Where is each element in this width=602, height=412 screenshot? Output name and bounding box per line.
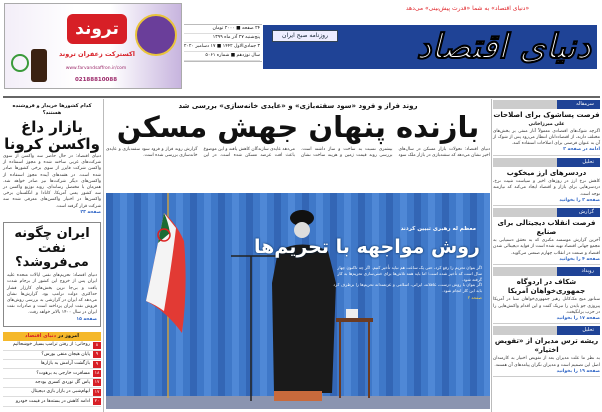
page-link[interactable]: صفحه ۲ <box>467 294 482 300</box>
curtain-fold <box>218 193 225 396</box>
page-number: ۱۷ <box>94 389 100 395</box>
lead-headline[interactable]: بازنده پنهان جهش مسکن <box>116 110 480 144</box>
curtain-fold <box>134 193 141 396</box>
list-item-text: پاس گل نوردی کسری بودجه <box>35 379 90 385</box>
story-headline[interactable]: ایران چگونه نفت می‌فروشد؟ <box>14 226 90 270</box>
ad-bottle-image <box>31 49 47 82</box>
ad-phone: 02188810088 <box>74 77 118 83</box>
story-headline[interactable]: بازار داغ واکسن کرونا <box>4 118 100 153</box>
story-body: دنیای اقتصاد: در حال حاضر سه واکسن از سوی شرکت‌های غربی ساخته شده و مجوز استفاده از واکسن شرکت فایزر از سوی برخی کشورها صادر شده است. در هفته‌های آینده مجوز استفاده از واکسن‌های دیگر شرکت‌ها نیز صادر خواهد شد. همزمان با مختصل رسانه‌ای، روند توزیع واکسن در سه کشور یعنی آمریکا، کانادا و انگلستان برخی واکسن‌ها در اختیار واکسن‌های معرفی شده سه شرکت قرار گرفته است. <box>3 154 101 209</box>
lead-story <box>106 100 490 409</box>
section-author: علی میرزاخانی <box>528 121 565 127</box>
news-section <box>493 267 600 324</box>
news-section <box>493 208 600 265</box>
story-body: دنیای اقتصاد: تحریم‌های نفتی ایالات متحده علیه ایران پس از خروج این کشور از برجام شدت یافت و بی‌جا ترین بخش‌های کارزار فشار حداکثری دولت ترامپ بود. گزارش‌ها نشان می‌دهد که ایران در گزارشی به بررسی روش‌های فروش نفت ایران پرداخته است و صادرات نفت ایران در سال ۱۴۰۰ بالاتر خواهد رفت. <box>7 273 97 316</box>
section-title[interactable]: فرصت انقلاب دیجیتالی برای صنایع <box>497 219 596 236</box>
page-link[interactable]: صفحه ۲ را بخوانید <box>559 197 600 203</box>
news-section <box>493 100 600 156</box>
page-number: ۹ <box>93 351 101 358</box>
header-divider <box>3 96 600 98</box>
column-divider <box>491 99 492 412</box>
boxed-story <box>3 222 101 327</box>
news-section <box>493 326 600 377</box>
masthead-subtitle: روزنامه صبح ایران <box>272 30 338 42</box>
curtain-fold <box>120 193 127 396</box>
curtain-fold <box>260 193 267 396</box>
issue-info <box>184 24 262 62</box>
left-column <box>3 100 101 407</box>
page-number: ۸ <box>93 342 101 349</box>
curtain-fold <box>484 193 490 396</box>
curtain-fold <box>246 193 253 396</box>
section-label: گزارش <box>493 208 600 217</box>
ad-brand: تروند <box>67 14 127 44</box>
photo-headline[interactable]: روش مواجهه با تحریم‌ها <box>253 236 480 258</box>
section-label: رویداد <box>493 267 600 276</box>
list-item-text: مسافرت خارجی به برهوت؟ <box>36 370 90 376</box>
curtain-fold <box>190 193 197 396</box>
today-title: امروز در <box>56 333 79 340</box>
section-body: به نظر ما علت مدیران بعد از تفویض اختیار به کارمندان اصل این تصمیم است و مدیران نگران پیامدهای آن هستند. <box>493 356 600 368</box>
list-item[interactable] <box>3 360 101 369</box>
list-item-text: پایان هیجان منفی بورس؟ <box>41 351 90 357</box>
section-label: تحلیل <box>493 158 600 167</box>
ad-tagline: اکسترکت زعفران تروند <box>59 50 135 58</box>
section-body: کاهش نرخ ارز در روزهای اخیر و سیاست تثبیت نرخ، دردسرهایی برای بازار و اقتصاد ایجاد می‌کند که نیازمند توجه است. <box>493 179 600 197</box>
photo-bullet: اگر بتوان با روش درست، عاقلانه، ایرانی، اسلامی و عزتمندانه تحریم‌ها را برطرف کرد باید این کار انجام شود. <box>333 282 482 294</box>
advertisement[interactable] <box>4 3 182 89</box>
today-title-brand: دنیای اقتصاد <box>25 333 57 340</box>
section-title[interactable]: دردسرهای ارز میخکوب <box>506 168 587 177</box>
photo-bullet: اگر بتوان تحریم را رفع کرد، حتی یک ساعت هم نباید تأخیر کنیم. اگر چه تاکنون چهار سال است که تأخیر شده است؛ اما باید همه تلاش‌ها برای خنثی‌سازی تحریم‌ها به کار گرفته شود. <box>337 265 482 282</box>
issue-date: پنج‌شنبه ۲۷ آذر ماه ۱۳۹۹ <box>184 34 260 43</box>
page-number: ۱۸ <box>94 371 100 376</box>
ad-certificate-icon <box>11 54 29 72</box>
section-title[interactable]: ریشه ترس مدیران از «تفویض اختیار» <box>494 337 599 354</box>
story-kicker: کدام کشورها خریدار و فروشنده هستند؟ <box>12 103 92 116</box>
news-section <box>493 158 600 207</box>
page-number: ۱۷ <box>94 380 100 386</box>
section-title[interactable]: شکاف در اردوگاه جمهوری‌خواهان آمریکا <box>507 278 586 295</box>
list-item[interactable] <box>3 351 101 360</box>
list-item[interactable] <box>3 341 101 350</box>
page-link[interactable]: ادامه در صفحه ۲ <box>563 147 600 153</box>
section-title[interactable]: فرصت پساشوک برای اصلاحات <box>493 111 600 119</box>
list-item[interactable] <box>3 369 101 378</box>
section-body: آخرین گزارش موسسه مکنزی که به تحقق دستیابی به مجمع جهانی اقتصاد تهیه شده است از فواید دیجیتالی شدن اقتصاد و صنعت در انقلاب چهارم صنعتی می‌گوید. <box>493 238 600 256</box>
ad-url: www.farvandsaffron.ir/com <box>65 66 127 71</box>
issue-price: ۲۴ صفحه ■ ۲۰۰۰ تومان <box>184 25 260 34</box>
page-link[interactable]: صفحه ۱۹ را بخوانید <box>556 368 600 374</box>
page-link[interactable]: صفحه ۲۳ <box>80 209 101 215</box>
list-item[interactable] <box>3 388 101 397</box>
photo-kicker: معظم له رهبری تبیین کردند <box>400 226 476 232</box>
story <box>3 100 101 216</box>
page-link[interactable]: صفحه ۱۵ <box>76 316 97 322</box>
today-in-paper <box>3 332 101 407</box>
page-link[interactable]: صفحه ۱۷ را بخوانید <box>556 315 600 321</box>
page-number: ۹ <box>93 361 101 368</box>
curtain-fold <box>232 193 239 396</box>
section-body: اگرچه شوک‌های اقتصادی معمولاً آثار منفی بر بخش‌های مختلف دارند، از اقتصاددانان انتظار می‌رود پس از شوک از آن به عنوان فرصتی برای اصلاحات استفاده کنند. <box>493 128 600 146</box>
list-item[interactable] <box>3 379 101 388</box>
page-number: ۲۰ <box>94 399 100 405</box>
today-list <box>3 341 101 407</box>
section-label: تحلیل <box>493 326 600 335</box>
list-item-text: ادامه کاهش در بسته‌ها در قیمت خودرو <box>15 398 90 404</box>
lead-kicker: روند فراز و فرود «سود سفته‌بازی» و «عایدی خانه‌سازی» بررسی شد <box>178 102 418 110</box>
issue-date-other: ۳ جمادی‌الاول ۱۴۴۲ ■ ۱۷ دسامبر ۲۰۲۰ <box>184 43 260 52</box>
list-item-text: ابهام‌شبی در بازار بازی دیجیتال <box>31 389 90 395</box>
lead-photo[interactable] <box>106 193 490 409</box>
lead-body: دنیای اقتصاد: تحولات بازار مسکن در سال‌های اخیر نشان می‌دهد که سفته‌بازی در بازار ملک سود بیشتری نسبت به ساخت و ساز داشته است. بررسی روند قیمت زمین و هزینه ساخت نشان می‌دهد عایدی سازندگان کاهش یافته و این موضوع باعث افت عرضه مسکن شده است. در این گزارش روند فراز و فرود سود سفته‌بازی و عایدی خانه‌سازی بررسی شده است. <box>106 146 490 159</box>
masthead-title: دنیای اقتصاد <box>416 27 591 67</box>
section-body: سناتور میچ مک‌کانل رهبر جمهوری‌خواهان سنا در آمریکا پیروزی جو بایدن را تبریک گفت و این اقدام واکنش‌هایی را در حزب برانگیخت. <box>493 297 600 315</box>
curtain-fold <box>106 193 113 396</box>
list-item[interactable] <box>3 397 101 406</box>
photo-bullets <box>332 265 482 301</box>
issue-number: سال نوزدهم ■ شماره ۵۰۶۱ <box>184 52 260 61</box>
today-header <box>3 332 101 341</box>
section-label: سرمقاله <box>493 100 600 109</box>
curtain-fold <box>204 193 211 396</box>
page-link[interactable]: صفحه ۴ را بخوانید <box>559 256 600 262</box>
list-item-text: روحانی: از رفتن ترامپ بسیار خوشحالیم <box>12 342 90 348</box>
column-divider <box>103 99 104 412</box>
right-column <box>493 100 600 379</box>
list-item-text: بازگشت آرامش به بازارها <box>40 361 90 367</box>
masthead-tagline: «دنیای اقتصاد» به شما «قدرت پیش‌بینی» می‌دهد <box>405 5 530 12</box>
